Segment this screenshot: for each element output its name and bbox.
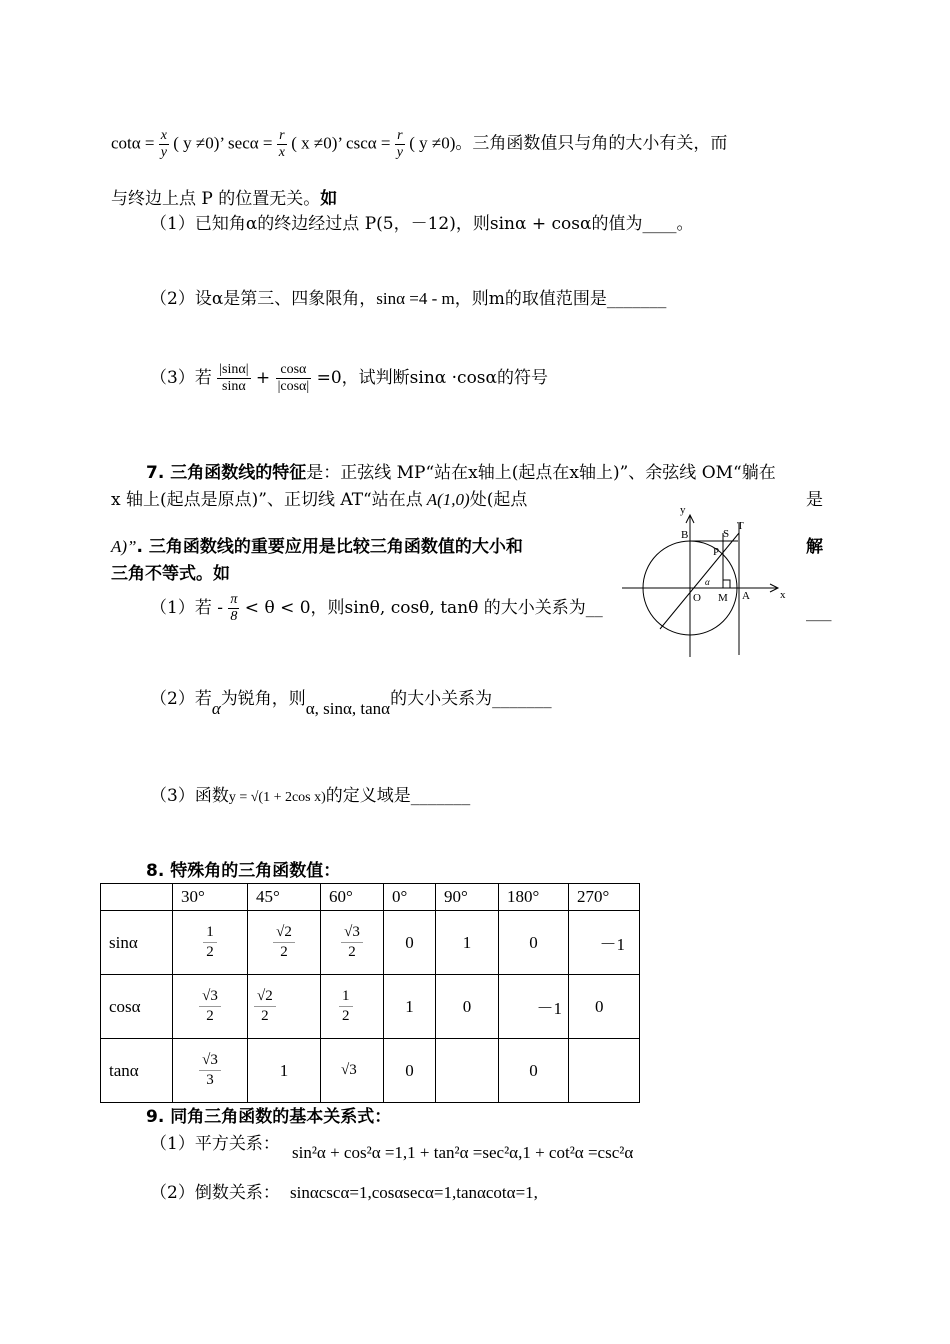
diagram-label-y: y [680, 505, 686, 516]
tan-90 [436, 1039, 499, 1103]
section-8-title: 8. 特殊角的三角函数值： [146, 861, 341, 881]
cos-0: 1 [384, 975, 436, 1039]
sin-45: $\frac{√2}{2}$ [273, 923, 295, 962]
definition-note: 与终边上点 P 的位置无关。如 [111, 189, 338, 209]
unit-circle-diagram [618, 505, 798, 665]
section-7-line-3-right: 解 [806, 537, 823, 557]
diagram-label-m: M [718, 592, 728, 604]
sin-60: $\frac{√3}{2}$ [341, 923, 363, 962]
diagram-label-b: B [681, 529, 689, 541]
diagram-label-t: T [737, 520, 744, 532]
tan-270 [569, 1039, 640, 1103]
table-row-sin [101, 911, 640, 975]
section-7-line-1: 7. 三角函数线的特征是：正弦线 MP“站在x轴上(起点在x轴上)”、余弦线 OM“躺在 [146, 463, 776, 483]
question-6-3: （3）若 $\frac{|\sin\alpha|}{\sin\alpha}$ + $\frac{\cos\alpha}{|\cos\alpha|}$ =0，试判断sinα ·cosα的符号 [150, 362, 549, 394]
sin-0: 0 [384, 911, 436, 975]
section-9-title: 9. 同角三角函数的基本关系式： [146, 1107, 392, 1127]
diagram-label-s: S [723, 528, 730, 540]
diagram-label-alpha: α [705, 577, 710, 587]
tan-0: 0 [384, 1039, 436, 1103]
diagram-label-x: x [780, 589, 786, 601]
question-7-1: （1）若 - $\frac{\pi}{8}$ < θ < 0，则sinθ, cosθ, tanθ 的大小关系为__ [150, 592, 603, 624]
square-relation-label: （1）平方关系： [150, 1134, 280, 1154]
table-header: 90° [436, 884, 499, 911]
table-corner [101, 884, 173, 911]
sin-30: $\frac{1}{2}$ [203, 923, 217, 962]
section-7-line-3: A)”. 三角函数线的重要应用是比较三角函数值的大小和 [111, 537, 523, 557]
right-angle-mark [723, 580, 730, 588]
question-6-2: （2）设α是第三、四象限角，sinα =4 - m，则m的取值范围是_______ [150, 289, 667, 309]
cos-180: －1 [499, 975, 569, 1039]
table-header: 270° [569, 884, 640, 911]
table-header: 45° [248, 884, 321, 911]
sin-270: －1 [569, 911, 640, 975]
sin-90: 1 [436, 911, 499, 975]
tan-45: 1 [248, 1039, 321, 1103]
cos-60: $\frac{1}{2}$ [339, 987, 353, 1026]
diagram-label-a: A [742, 590, 750, 602]
reciprocal-definitions: cotα = $\frac{x}{y}$ ( y ≠0)’ secα = $\frac{r}{x}$ ( x ≠0)’ cscα = $\frac{r}{y}$ ( y ≠0)。三角函数值只与角的大小有关，而 [111, 128, 728, 160]
tan-180: 0 [499, 1039, 569, 1103]
reciprocal-relation-formula: sinαcscα=1,cosαsecα=1,tanαcotα=1, [290, 1183, 538, 1202]
cos-270: 0 [569, 975, 640, 1039]
square-relation-formula: sin²α + cos²α =1,1 + tan²α =sec²α,1 + cot²α =csc²α [292, 1143, 634, 1162]
question-7-3: （3）函数y = √(1 + 2cos x)的定义域是_______ [150, 786, 471, 806]
diagram-label-o: O [693, 592, 701, 604]
question-7-1-right: ___ [806, 602, 832, 622]
table-header-row [101, 884, 640, 911]
row-label-tan: tanα [101, 1039, 173, 1103]
cos-90: 0 [436, 975, 499, 1039]
cos-45: $\frac{√2}{2}$ [254, 987, 276, 1026]
section-7-line-2: x 轴上(起点是原点)”、正切线 AT“站在点 A(1,0)处(起点 [111, 490, 528, 510]
row-label-cos: cosα [101, 975, 173, 1039]
terminal-line [660, 533, 739, 629]
table-row-cos [101, 975, 640, 1039]
table-header: 30° [173, 884, 248, 911]
reciprocal-relation-label: （2）倒数关系： [150, 1183, 280, 1203]
section-7-line-2-right: 是 [806, 490, 823, 510]
table-header: 180° [499, 884, 569, 911]
question-7-2: （2）若α为锐角，则α, sinα, tanα的大小关系为_______ [150, 689, 552, 718]
table-header: 60° [321, 884, 384, 911]
tan-30: $\frac{√3}{3}$ [199, 1051, 221, 1090]
row-label-sin: sinα [101, 911, 173, 975]
diagram-label-p: P [713, 546, 720, 558]
cos-30: $\frac{√3}{2}$ [199, 987, 221, 1026]
section-7-line-4: 三角不等式。如 [111, 564, 230, 584]
table-row-tan [101, 1039, 640, 1103]
tan-60: √3 [321, 1039, 384, 1103]
table-header: 0° [384, 884, 436, 911]
question-6-1: （1）已知角α的终边经过点 P(5，－12)，则sinα + cosα的值为____。 [150, 214, 694, 234]
special-angles-table [100, 883, 640, 1103]
sin-180: 0 [499, 911, 569, 975]
